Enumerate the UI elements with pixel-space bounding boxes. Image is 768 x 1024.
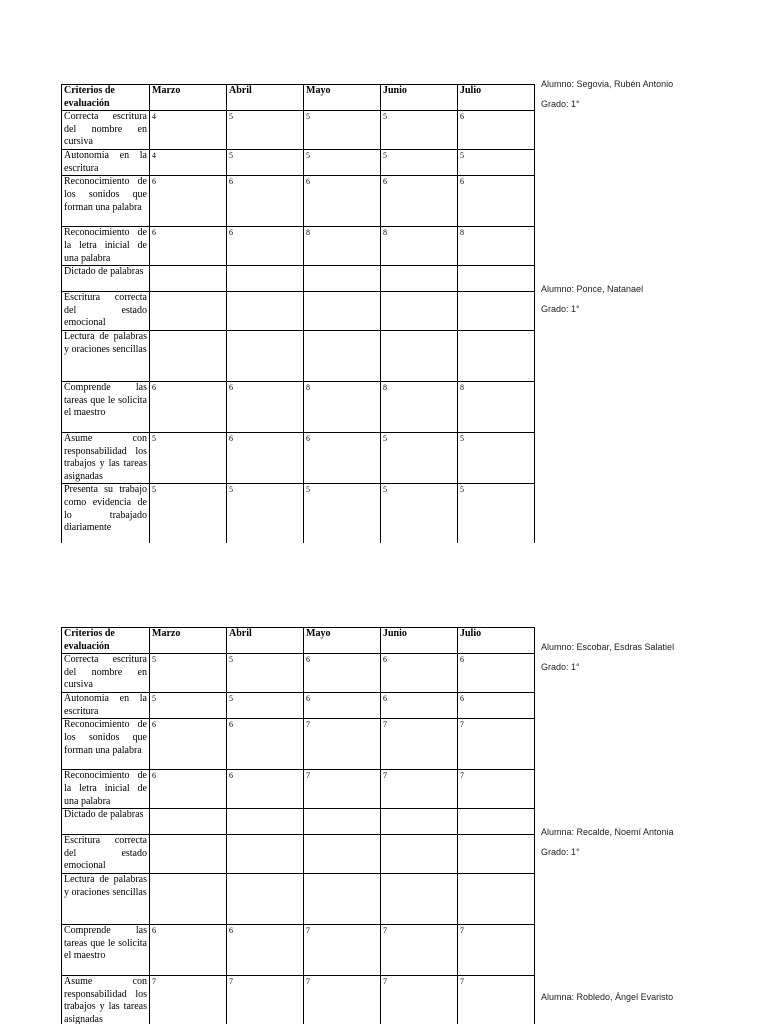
header-junio: Junio	[381, 85, 458, 111]
grade-cell-marzo: 6	[150, 381, 227, 432]
evaluation-table-2	[61, 627, 535, 1024]
table-row	[62, 809, 535, 835]
grade-cell-abril: 5	[227, 693, 304, 719]
header-criterios: Criterios de evaluación	[62, 85, 150, 111]
table-row	[62, 873, 535, 924]
grade-cell-mayo: 7	[304, 975, 381, 1024]
grade-cell-mayo	[304, 809, 381, 835]
criterion-cell: Reconocimiento de la letra inicial de una palabra	[62, 770, 150, 809]
grade-cell-marzo: 5	[150, 693, 227, 719]
student-block-1	[541, 78, 766, 110]
grade-cell-julio	[458, 873, 535, 924]
criterion-cell: Asume con responsabilidad los trabajos y las tareas asignadas	[62, 432, 150, 483]
grade-cell-junio: 7	[381, 924, 458, 975]
grade-cell-abril: 6	[227, 381, 304, 432]
criterion-cell: Reconocimiento de los sonidos que forman una palabra	[62, 719, 150, 770]
grade-cell-marzo: 6	[150, 176, 227, 227]
criterion-cell: Autonomía en la escritura	[62, 693, 150, 719]
student-name: Alumno: Segovia, Rubén Antonio	[541, 79, 674, 89]
grade-cell-junio	[381, 809, 458, 835]
grade-cell-mayo	[304, 835, 381, 874]
table-row	[62, 719, 535, 770]
grade-cell-abril	[227, 835, 304, 874]
criterion-cell: Lectura de palabras y oraciones sencillas	[62, 873, 150, 924]
grade-cell-marzo: 6	[150, 924, 227, 975]
grade-cell-julio: 5	[458, 432, 535, 483]
grade-cell-mayo: 7	[304, 924, 381, 975]
grade-cell-abril: 5	[227, 150, 304, 176]
criterion-cell: Correcta escritura del nombre en cursiva	[62, 111, 150, 150]
grade-cell-julio: 8	[458, 227, 535, 266]
grade-cell-julio: 5	[458, 150, 535, 176]
grade-cell-julio	[458, 809, 535, 835]
grade-cell-julio: 6	[458, 111, 535, 150]
criterion-cell: Escritura correcta del estado emocional	[62, 292, 150, 331]
header-abril: Abril	[227, 85, 304, 111]
grade-cell-julio: 6	[458, 693, 535, 719]
grade-cell-mayo: 8	[304, 227, 381, 266]
criterion-cell: Presenta su trabajo como evidencia de lo trabajado diariamente	[62, 484, 150, 543]
student-name: Alumna: Recalde, Noemí Antonia	[541, 827, 674, 837]
grade-cell-junio	[381, 835, 458, 874]
table-row	[62, 654, 535, 693]
header-mayo: Mayo	[304, 628, 381, 654]
grade-cell-marzo: 5	[150, 654, 227, 693]
grade-cell-marzo	[150, 873, 227, 924]
criterion-cell: Autonomía en la escritura	[62, 150, 150, 176]
header-mayo: Mayo	[304, 85, 381, 111]
grade-cell-marzo: 5	[150, 484, 227, 543]
grade-cell-abril: 6	[227, 770, 304, 809]
grade-cell-abril: 6	[227, 719, 304, 770]
grade-cell-marzo: 7	[150, 975, 227, 1024]
criterion-cell: Dictado de palabras	[62, 266, 150, 292]
table-row	[62, 835, 535, 874]
grade-cell-marzo: 4	[150, 111, 227, 150]
grade-cell-marzo: 6	[150, 770, 227, 809]
criterion-cell: Asume con responsabilidad los trabajos y las tareas asignadas	[62, 975, 150, 1024]
header-criterios: Criterios de evaluación	[62, 628, 150, 654]
header-julio: Julio	[458, 85, 535, 111]
grade-cell-abril: 6	[227, 176, 304, 227]
grade-cell-mayo: 5	[304, 484, 381, 543]
table-header-row	[62, 628, 535, 654]
grade-cell-junio: 8	[381, 227, 458, 266]
grade-cell-julio: 7	[458, 924, 535, 975]
grade-cell-junio: 7	[381, 719, 458, 770]
criterion-cell: Dictado de palabras	[62, 809, 150, 835]
header-marzo: Marzo	[150, 628, 227, 654]
grade-cell-junio: 6	[381, 654, 458, 693]
student-name: Alumno: Escobar, Esdras Salatiel	[541, 642, 675, 652]
grade-cell-marzo: 4	[150, 150, 227, 176]
grade-cell-abril: 5	[227, 654, 304, 693]
grade-cell-julio: 7	[458, 770, 535, 809]
grade-cell-julio: 6	[458, 176, 535, 227]
grade-cell-junio: 5	[381, 150, 458, 176]
grade-cell-julio: 7	[458, 975, 535, 1024]
grade-cell-marzo: 5	[150, 432, 227, 483]
criterion-cell: Comprende las tareas que le solicita el maestro	[62, 924, 150, 975]
grade-cell-junio: 7	[381, 770, 458, 809]
student-grade: Grado: 1°	[541, 304, 580, 314]
grade-cell-abril	[227, 809, 304, 835]
grade-cell-junio: 8	[381, 381, 458, 432]
header-junio: Junio	[381, 628, 458, 654]
grade-cell-mayo: 6	[304, 432, 381, 483]
student-block-2	[541, 283, 766, 315]
grade-cell-junio: 5	[381, 484, 458, 543]
grade-cell-junio: 6	[381, 693, 458, 719]
header-abril: Abril	[227, 628, 304, 654]
grade-cell-junio: 5	[381, 111, 458, 150]
grade-cell-junio: 7	[381, 975, 458, 1024]
grade-cell-marzo	[150, 835, 227, 874]
header-julio: Julio	[458, 628, 535, 654]
grade-cell-julio	[458, 835, 535, 874]
criterion-cell: Reconocimiento de los sonidos que forman una palabra	[62, 176, 150, 227]
grade-cell-junio	[381, 873, 458, 924]
grade-cell-julio: 6	[458, 654, 535, 693]
grade-cell-abril	[227, 873, 304, 924]
student-name: Alumna: Robledo, Ángel Evaristo	[541, 992, 674, 1002]
table-row	[62, 924, 535, 975]
criterion-cell: Comprende las tareas que le solicita el maestro	[62, 381, 150, 432]
grade-cell-julio: 5	[458, 484, 535, 543]
grade-cell-marzo: 6	[150, 719, 227, 770]
grade-cell-abril: 6	[227, 924, 304, 975]
grade-cell-mayo: 7	[304, 770, 381, 809]
header-marzo: Marzo	[150, 85, 227, 111]
student-block-4	[541, 826, 766, 858]
grade-cell-mayo: 5	[304, 150, 381, 176]
criterion-cell: Reconocimiento de la letra inicial de una palabra	[62, 227, 150, 266]
grade-cell-junio: 5	[381, 432, 458, 483]
grade-cell-mayo: 8	[304, 381, 381, 432]
table-row	[62, 975, 535, 1024]
grade-cell-abril: 5	[227, 111, 304, 150]
grade-cell-julio: 8	[458, 381, 535, 432]
grade-cell-mayo: 7	[304, 719, 381, 770]
criterion-cell: Escritura correcta del estado emocional	[62, 835, 150, 874]
criterion-cell: Correcta escritura del nombre en cursiva	[62, 654, 150, 693]
grade-cell-mayo: 6	[304, 654, 381, 693]
student-block-5	[541, 991, 766, 1003]
student-name: Alumno: Ponce, Natanael	[541, 284, 644, 294]
grade-cell-mayo: 6	[304, 693, 381, 719]
grade-cell-julio: 7	[458, 719, 535, 770]
table-row	[62, 693, 535, 719]
grade-cell-junio: 6	[381, 176, 458, 227]
grade-cell-abril: 6	[227, 432, 304, 483]
grade-cell-mayo: 6	[304, 176, 381, 227]
grade-cell-abril: 7	[227, 975, 304, 1024]
grade-cell-mayo	[304, 873, 381, 924]
criterion-cell: Lectura de palabras y oraciones sencillas	[62, 330, 150, 381]
student-block-3	[541, 641, 766, 673]
grade-cell-abril: 5	[227, 484, 304, 543]
student-grade: Grado: 1°	[541, 847, 580, 857]
table-row	[62, 770, 535, 809]
student-grade: Grado: 1°	[541, 99, 580, 109]
grade-cell-marzo: 6	[150, 227, 227, 266]
grade-cell-mayo: 5	[304, 111, 381, 150]
student-grade: Grado: 1°	[541, 662, 580, 672]
grade-cell-marzo	[150, 809, 227, 835]
grade-cell-abril: 6	[227, 227, 304, 266]
